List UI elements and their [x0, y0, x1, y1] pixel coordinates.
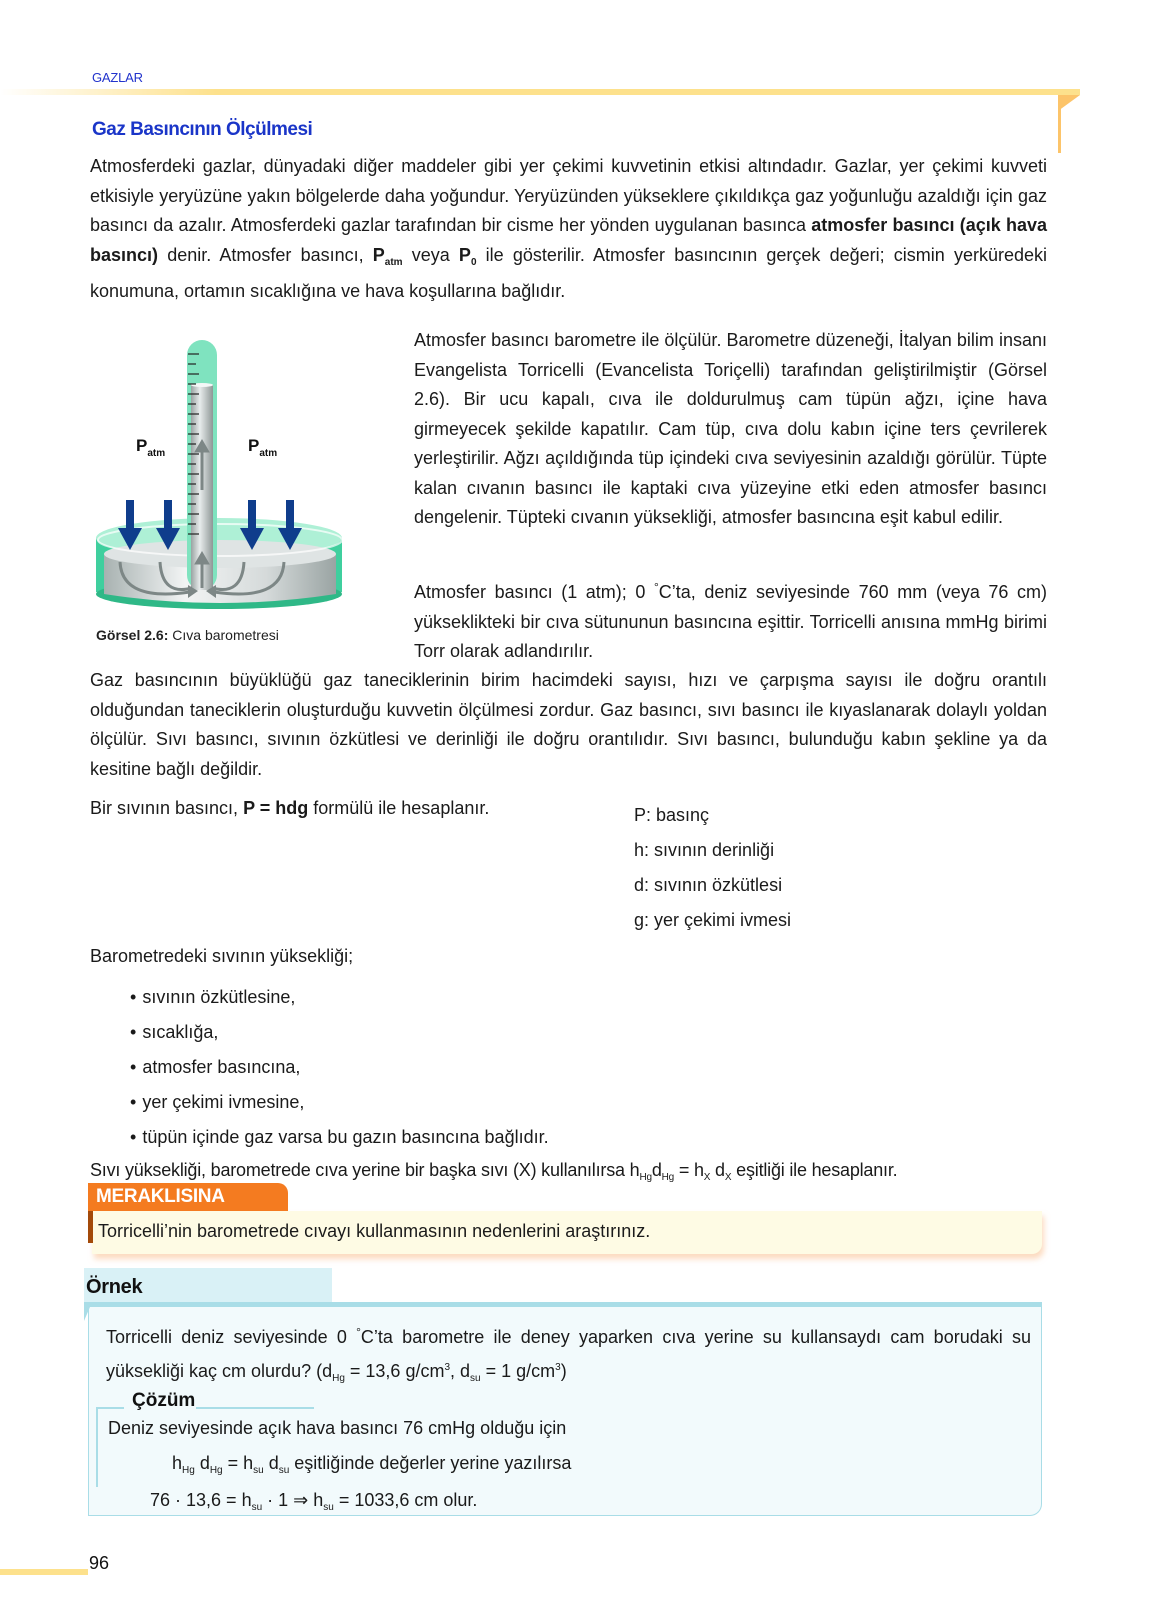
- patm-label-left: $P_{atm}$: [136, 436, 166, 459]
- page-number: 96: [89, 1553, 110, 1573]
- legend-item: h: sıvının derinliği: [634, 840, 775, 860]
- list-item: • atmosfer basıncına,: [130, 1050, 549, 1085]
- gas-pressure-paragraph: Gaz basıncının büyüklüğü gaz taneciklerinin birim hacimdeki sayısı, hızı ve çarpışma sayısı ile doğru orantılı olduğundan taneciklerin oluşturduğu kuvvetin ölçülmesi zordur. Gaz basıncı, sıvı basıncı ile kıyaslanarak dolaylı yoldan ölçülür. Sıvı basıncı, sıvının özkütlesi ve derinliği ile doğru orantılıdır. Sıvı basıncı, bulunduğu kabın şekline ya da kesitine bağlı değildir.: [90, 670, 1047, 779]
- solution-title: Çözüm: [132, 1390, 196, 1411]
- example-notch: [84, 1307, 90, 1321]
- barometer-paragraph: Atmosfer basıncı barometre ile ölçülür. Barometre düzeneği, İtalyan bilim insanı Evangelista Torricelli (Evancelista Toriçelli) tarafından geliştirilmiştir (Görsel 2.6). Bir ucu kapalı, cıva ile doldurulmuş cam tüpün ağzı, içine hava girmeyecek şekilde kapatılır. Cam tüp, cıva dolu kabın içine ters çevrilerek yerleştirilir. Ağzı açıldığında tüp içindeki cıva seviyesinin azaldığı görülür. Tüpte kalan cıvanın basıncı ile kaptaki cıva yüzeyine etki eden atmosfer basıncı dengelenir. Tüpteki cıvanın yüksekliği, atmosfer basıncına eşit kabul edilir.: [414, 330, 1047, 527]
- solution-rule: [96, 1407, 124, 1409]
- bottom-decorative-rule: [0, 1569, 88, 1575]
- solution-line: $76 \cdot 13,6 = h_{su} \cdot 1$ ⇒ $h_{su} = 1033,6$ cm olur.: [150, 1490, 478, 1513]
- legend-item: g: yer çekimi ivmesi: [634, 910, 792, 930]
- factors-list: [130, 980, 549, 1155]
- vertical-rule: [1058, 95, 1061, 153]
- section-title: Gaz Basıncının Ölçülmesi: [92, 119, 313, 140]
- solution-line: $h_{Hg}$ $d_{Hg} = h_{su}$ $d_{su}$ eşitliğinde değerler yerine yazılırsa: [172, 1453, 572, 1476]
- formula-line: Bir sıvının basıncı, P = hdg formülü ile hesaplanır.: [90, 798, 490, 818]
- list-item: • yer çekimi ivmesine,: [130, 1085, 549, 1120]
- running-head: GAZLAR: [92, 70, 143, 85]
- solution-line: Deniz seviyesinde açık hava basıncı 76 cmHg olduğu için: [108, 1418, 567, 1438]
- formula-legend: [634, 798, 791, 938]
- intro-paragraph: Atmosferdeki gazlar, dünyadaki diğer maddeler gibi yer çekimi kuvvetinin etkisi altındadır. Gazlar, yer çekimi kuvveti etkisiyle yeryüzüne yakın bölgelerde daha yoğundur. Yeryüzünden yükseklere çıkıldıkça gaz yoğunluğu azaldığı için gaz basıncı da azalır. Atmosferdeki gazlar tarafından bir cisme her yönden uygulanan basınca atmosfer basıncı (açık hava basıncı) denir. Atmosfer basıncı, $P_{atm}$ veya $P_0$ ile gösterilir. Atmosfer basıncının gerçek değeri; cismin yerküredeki konumuna, ortamın sıcaklığına ve hava koşullarına bağlıdır.: [90, 156, 1048, 301]
- bold-term: atmosfer basıncı (açık hava basıncı): [90, 215, 1048, 265]
- meraklisina-title: MERAKLISINA: [88, 1183, 288, 1211]
- list-item: • sıcaklığa,: [130, 1015, 549, 1050]
- figure-caption: Görsel 2.6: Cıva barometresi: [96, 627, 279, 643]
- solution-rule: [196, 1407, 314, 1409]
- legend-item: P: basınç: [634, 805, 710, 825]
- list-item: • sıvının özkütlesine,: [130, 980, 549, 1015]
- example-question: Torricelli deniz seviyesinde 0 °C’ta barometre ile deney yaparken cıva yerine su kullansaydı cam borudaki su yüksekliği kaç cm olurdu? ($d_{Hg} = 13,6$ $g/cm^3$, $d_{su} = 1$ $g/cm^3$): [106, 1325, 1031, 1384]
- patm-label-right: $P_{atm}$: [248, 436, 278, 459]
- mercury-barometer-illustration: [92, 340, 352, 620]
- liquid-height-sentence: Sıvı yüksekliği, barometrede cıva yerine bir başka sıvı (X) kullanılırsa $h_{Hg}d_{Hg} = h_X$ $d_X$ eşitliği ile hesaplanır.: [90, 1160, 898, 1183]
- barometer-figure: [92, 340, 352, 620]
- atm-paragraph: Atmosfer basıncı (1 atm); 0 °C’ta, deniz seviyesinde 760 mm (veya 76 cm) yükseklikteki bir cıva sütununun basıncına eşittir. Torricelli anısına mmHg birimi Torr olarak adlandırılır.: [414, 580, 1047, 661]
- tab-fold: [88, 1211, 93, 1243]
- example-title: Örnek: [84, 1268, 332, 1302]
- corner-ornament: [1058, 89, 1080, 111]
- legend-item: d: sıvının özkütlesi: [634, 875, 783, 895]
- top-decorative-rule: [0, 89, 1080, 95]
- solution-rule: [96, 1407, 98, 1487]
- formula: P = hdg: [243, 798, 309, 818]
- factors-intro: Barometredeki sıvının yüksekliği;: [90, 946, 354, 966]
- meraklisina-text: Torricelli’nin barometrede cıvayı kullanmasının nedenlerini araştırınız.: [98, 1221, 651, 1241]
- list-item: • tüpün içinde gaz varsa bu gazın basıncına bağlıdır.: [130, 1120, 549, 1155]
